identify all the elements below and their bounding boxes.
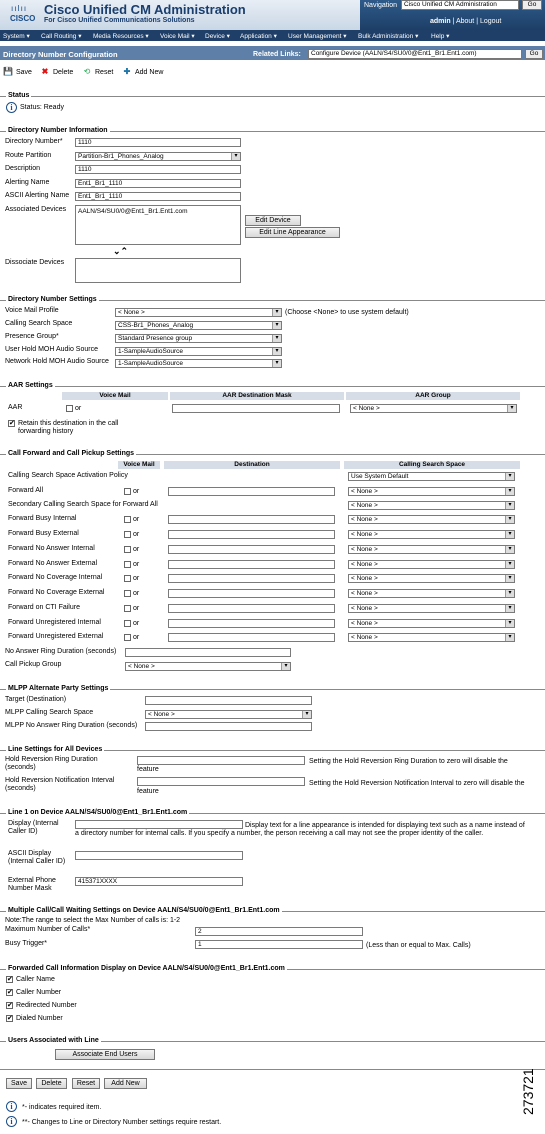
- forward-no-coverage-internal-voicemail-checkbox[interactable]: [124, 575, 131, 582]
- user-links: admin | About | Logout: [430, 18, 502, 25]
- forward-busy-internal-destination-field[interactable]: [168, 515, 335, 524]
- restart-info-icon: i: [6, 1116, 17, 1127]
- reset-icon: ⟲: [83, 67, 91, 76]
- save-button[interactable]: [3, 67, 32, 77]
- forward-on-cti-failure-label: Forward on CTI Failure: [8, 604, 80, 611]
- cisco-bars-icon: ıılıı: [11, 4, 28, 13]
- app-subtitle: For Cisco Unified Communications Solutions: [44, 17, 195, 24]
- forward-all-css-select[interactable]: < None > ▾: [348, 487, 515, 496]
- pickup-group-label: Call Pickup Group: [5, 661, 62, 668]
- dn-info-heading: Directory Number Information: [8, 127, 108, 134]
- redirected-number-label: Redirected Number: [16, 1002, 77, 1009]
- hr-ring-label: Hold Reversion Ring Duration (seconds): [5, 756, 98, 771]
- associated-devices-list[interactable]: AALN/S4/SU0/0@Ent1_Br1.Ent1.com: [75, 205, 241, 245]
- description-field[interactable]: 1110: [75, 165, 241, 174]
- multi-call-heading: Multiple Call/Call Waiting Settings on Device AALN/S4/SU0/0@Ent1_Br1.Ent1.com: [8, 907, 280, 914]
- call-forward-heading: Call Forward and Call Pickup Settings: [8, 450, 135, 457]
- forward-no-coverage-external-voicemail-checkbox[interactable]: [124, 590, 131, 597]
- aar-or: or: [75, 405, 82, 412]
- about-link[interactable]: About: [455, 18, 475, 25]
- forward-all-destination-field[interactable]: [168, 487, 335, 496]
- multi-call-section: [0, 907, 545, 915]
- save-label: Save: [16, 68, 32, 76]
- dialed-number-checkbox[interactable]: ✔: [7, 1015, 13, 1022]
- retain-history-checkbox[interactable]: ✔: [9, 420, 15, 427]
- ascii-display-field[interactable]: [75, 851, 243, 860]
- forward-busy-internal-voicemail-checkbox[interactable]: [124, 516, 131, 523]
- presence-group-label: Presence Group*: [5, 333, 59, 340]
- forward-unregistered-internal-or: or: [133, 620, 140, 627]
- forward-busy-external-label: Forward Busy External: [8, 530, 79, 537]
- ring-duration-field[interactable]: [125, 648, 291, 657]
- vm-profile-label: Voice Mail Profile: [5, 307, 59, 314]
- forward-unregistered-external-or: or: [133, 634, 140, 641]
- busy-trigger-hint: (Less than or equal to Max. Calls): [366, 942, 471, 949]
- forward-unregistered-internal-destination-field[interactable]: [168, 619, 335, 628]
- forward-no-answer-internal-label: Forward No Answer Internal: [8, 545, 95, 552]
- menu-device[interactable]: Device ▾: [205, 33, 230, 40]
- users-section: [0, 1037, 545, 1045]
- secondary-css-label: Secondary Calling Search Space for Forward All: [8, 501, 158, 508]
- ascii-display-label: ASCII Display (Internal Caller ID): [8, 850, 66, 865]
- dialed-number-label: Dialed Number: [16, 1015, 63, 1022]
- dn-settings-section: [0, 296, 545, 304]
- bottom-divider: [0, 1069, 545, 1070]
- forward-no-answer-internal-or: or: [133, 546, 140, 553]
- forward-no-answer-internal-css-select[interactable]: < None > ▾: [348, 545, 515, 554]
- network-hold-moh-select[interactable]: 1-SampleAudioSource ▾: [115, 359, 282, 368]
- add-new-label: Add New: [135, 68, 164, 76]
- forward-no-answer-external-or: or: [133, 561, 140, 568]
- aar-col-voicemail: Voice Mail: [62, 392, 168, 400]
- forward-unregistered-internal-voicemail-checkbox[interactable]: [124, 620, 131, 627]
- delete-x-icon: ✖: [41, 67, 49, 76]
- restart-note: **- Changes to Line or Directory Number settings require restart.: [22, 1119, 222, 1126]
- busy-trigger-field[interactable]: 1: [195, 940, 363, 949]
- max-calls-note: Note:The range to select the Max Number of calls is: 1-2: [5, 917, 181, 924]
- user-hold-label: User Hold MOH Audio Source: [5, 346, 98, 353]
- navigation-label: Navigation: [364, 2, 398, 9]
- partition-label: Route Partition: [5, 152, 52, 159]
- status-section: [0, 92, 545, 100]
- alerting-name-field[interactable]: Ent1_Br1_1110: [75, 179, 241, 188]
- add-plus-icon: ✚: [123, 67, 131, 76]
- related-links-label: Related Links:: [253, 51, 301, 58]
- caller-name-checkbox[interactable]: ✔: [7, 976, 13, 983]
- add-new-button[interactable]: [122, 67, 163, 77]
- presence-group-select[interactable]: Standard Presence group ▾: [115, 334, 282, 343]
- associated-devices-label: Associated Devices: [5, 206, 67, 213]
- menu-call-routing[interactable]: Call Routing ▾: [41, 33, 82, 40]
- forward-on-cti-failure-destination-field[interactable]: [168, 604, 335, 613]
- forward-all-label: Forward All: [8, 487, 44, 494]
- menu-application[interactable]: Application ▾: [240, 33, 277, 40]
- dn-label: Directory Number*: [5, 138, 63, 145]
- line1-heading: Line 1 on Device AALN/S4/SU0/0@Ent1_Br1.Ent1.com: [8, 809, 188, 816]
- max-calls-label: Maximum Number of Calls*: [5, 926, 91, 933]
- navigation-go-button[interactable]: Go: [522, 0, 542, 10]
- menu-bulk-administration[interactable]: Bulk Administration ▾: [358, 33, 419, 40]
- forward-unregistered-internal-css-select[interactable]: < None > ▾: [348, 619, 515, 628]
- activation-policy-select[interactable]: Use System Default ▾: [348, 472, 515, 481]
- cisco-logo: [8, 4, 38, 26]
- forward-on-cti-failure-voicemail-checkbox[interactable]: [124, 605, 131, 612]
- forward-no-coverage-internal-label: Forward No Coverage Internal: [8, 574, 103, 581]
- activation-policy-label: Calling Search Space Activation Policy: [8, 472, 128, 479]
- forward-all-voicemail-checkbox[interactable]: [124, 488, 131, 495]
- mlpp-css-label: MLPP Calling Search Space: [5, 709, 94, 716]
- delete-label: Delete: [53, 68, 74, 76]
- forward-no-answer-external-label: Forward No Answer External: [8, 560, 98, 567]
- bottom-delete-button[interactable]: Delete: [36, 1078, 67, 1089]
- hr-ring-hint: Setting the Hold Reversion Ring Duration to zero will disable the feature: [137, 758, 508, 773]
- cisco-logo-text: CISCO: [10, 14, 36, 23]
- forward-unregistered-external-destination-field[interactable]: [168, 633, 335, 642]
- forward-no-coverage-internal-or: or: [133, 575, 140, 582]
- mlpp-heading: MLPP Alternate Party Settings: [8, 685, 109, 692]
- menu-media-resources[interactable]: Media Resources ▾: [93, 33, 149, 40]
- max-calls-field[interactable]: 2: [195, 927, 363, 936]
- forward-no-coverage-external-css-select[interactable]: < None > ▾: [348, 589, 515, 598]
- display-hint: Display text for a line appearance is intended for displaying text such as a name instead of a directory number for internal calls. If you specify a number, the person receiving a call may not see the proper identity of the caller.: [75, 822, 525, 837]
- line-settings-section: [0, 746, 545, 754]
- dissociate-devices-label: Dissociate Devices: [5, 259, 65, 266]
- redirected-number-checkbox[interactable]: ✔: [7, 1002, 13, 1009]
- aar-col-mask: AAR Destination Mask: [170, 392, 344, 400]
- floppy-icon: 💾: [3, 67, 13, 76]
- forward-unregistered-external-label: Forward Unregistered External: [8, 633, 104, 640]
- page-title-bar: [0, 46, 545, 60]
- dn-settings-heading: Directory Number Settings: [8, 296, 97, 303]
- bottom-add-new-button[interactable]: Add New: [104, 1078, 147, 1089]
- navigation-select[interactable]: Cisco Unified CM Administration: [401, 0, 519, 10]
- forward-busy-external-destination-field[interactable]: [168, 530, 335, 539]
- app-title: Cisco Unified CM Administration: [44, 2, 246, 17]
- aar-section: [0, 382, 545, 390]
- forward-on-cti-failure-css-select[interactable]: < None > ▾: [348, 604, 515, 613]
- alerting-name-label: Alerting Name: [5, 179, 50, 186]
- aar-col-group: AAR Group: [346, 392, 520, 400]
- bottom-reset-button[interactable]: Reset: [72, 1078, 100, 1089]
- forward-no-coverage-external-or: or: [133, 590, 140, 597]
- aar-heading: AAR Settings: [8, 382, 53, 389]
- network-hold-label: Network Hold MOH Audio Source: [5, 358, 109, 365]
- forward-no-answer-internal-voicemail-checkbox[interactable]: [124, 546, 131, 553]
- line1-section: [0, 809, 545, 817]
- status-text: Status: Ready: [20, 104, 64, 111]
- aar-label: AAR: [8, 404, 23, 411]
- forward-busy-internal-css-select[interactable]: < None > ▾: [348, 515, 515, 524]
- mlpp-section: [0, 685, 545, 693]
- voice-mail-profile-select[interactable]: < None > ▾: [115, 308, 282, 317]
- figure-number: [520, 1068, 544, 1125]
- call-forward-section: [0, 450, 545, 458]
- cfwd-col-destination: Destination: [164, 461, 340, 469]
- main-menu: [0, 30, 545, 41]
- ascii-alerting-field[interactable]: Ent1_Br1_1110: [75, 192, 241, 201]
- related-links-select[interactable]: Configure Device (AALN/S4/SU0/0@Ent1_Br1.Ent1.com): [308, 49, 522, 59]
- menu-voice-mail[interactable]: Voice Mail ▾: [160, 33, 195, 40]
- css-label: Calling Search Space: [5, 320, 73, 327]
- caller-number-checkbox[interactable]: ✔: [7, 989, 13, 996]
- forward-busy-internal-or: or: [133, 516, 140, 523]
- retain-history-label: Retain this destination in the call forwarding history: [18, 420, 119, 435]
- hr-notif-label: Hold Reversion Notification Interval (seconds): [5, 777, 115, 792]
- dissociate-devices-list[interactable]: [75, 258, 241, 283]
- forward-unregistered-internal-label: Forward Unregistered Internal: [8, 619, 101, 626]
- related-links-go-button[interactable]: Go: [525, 49, 543, 59]
- secondary-css-select[interactable]: < None > ▾: [348, 501, 515, 510]
- reset-button[interactable]: [82, 67, 113, 77]
- busy-trigger-label: Busy Trigger*: [5, 940, 48, 947]
- ascii-alerting-label: ASCII Alerting Name: [5, 192, 70, 199]
- pickup-group-select[interactable]: < None > ▾: [125, 662, 291, 671]
- caller-name-label: Caller Name: [16, 976, 55, 983]
- fwd-info-section: [0, 965, 545, 973]
- ext-mask-field[interactable]: 415371XXXX: [75, 877, 243, 886]
- status-heading: Status: [8, 92, 30, 99]
- username: admin: [430, 18, 451, 25]
- logout-link[interactable]: Logout: [479, 18, 502, 25]
- dn-info-section: [0, 127, 545, 135]
- forward-busy-internal-label: Forward Busy Internal: [8, 515, 77, 522]
- route-partition-select[interactable]: Partition-Br1_Phones_Analog ▾: [75, 152, 241, 161]
- required-info-icon: i: [6, 1101, 17, 1112]
- menu-user-management[interactable]: User Management ▾: [288, 33, 347, 40]
- mlpp-ring-label: MLPP No Answer Ring Duration (seconds): [5, 722, 138, 729]
- edit-device-button[interactable]: Edit Device: [245, 215, 301, 226]
- mlpp-ring-field[interactable]: [145, 722, 312, 731]
- menu-system[interactable]: System ▾: [3, 33, 30, 40]
- cfwd-col-css: Calling Search Space: [344, 461, 520, 469]
- aar-destination-mask-field[interactable]: [172, 404, 340, 413]
- users-heading: Users Associated with Line: [8, 1037, 99, 1044]
- forward-busy-external-or: or: [133, 531, 140, 538]
- edit-line-appearance-button[interactable]: Edit Line Appearance: [245, 227, 340, 238]
- description-label: Description: [5, 165, 41, 172]
- forward-busy-external-css-select[interactable]: < None > ▾: [348, 530, 515, 539]
- mlpp-css-select[interactable]: < None > ▾: [145, 710, 312, 719]
- associate-end-users-button[interactable]: Associate End Users: [55, 1049, 155, 1060]
- display-label: Display (Internal Caller ID): [8, 820, 59, 835]
- page-title: Directory Number Configuration: [3, 50, 118, 59]
- delete-button[interactable]: [40, 67, 73, 77]
- forward-no-coverage-external-destination-field[interactable]: [168, 589, 335, 598]
- menu-help[interactable]: Help ▾: [431, 33, 450, 40]
- ext-mask-label: External Phone Number Mask: [8, 877, 56, 892]
- forward-all-or: or: [133, 488, 140, 495]
- forward-unregistered-external-css-select[interactable]: < None > ▾: [348, 633, 515, 642]
- mlpp-target-field[interactable]: [145, 696, 312, 705]
- forward-no-coverage-internal-css-select[interactable]: < None > ▾: [348, 574, 515, 583]
- ring-duration-label: No Answer Ring Duration (seconds): [5, 648, 117, 655]
- forward-unregistered-external-voicemail-checkbox[interactable]: [124, 634, 131, 641]
- move-arrows-icon[interactable]: ⌄⌃: [113, 246, 129, 256]
- fwd-info-heading: Forwarded Call Information Display on Device AALN/S4/SU0/0@Ent1_Br1.Ent1.com: [8, 965, 285, 972]
- vm-profile-hint: (Choose <None> to use system default): [285, 309, 409, 316]
- bottom-save-button[interactable]: Save: [6, 1078, 32, 1089]
- caller-number-label: Caller Number: [16, 989, 62, 996]
- cfwd-col-voicemail: Voice Mail: [118, 461, 160, 469]
- hr-notif-hint: Setting the Hold Reversion Notification Interval to zero will disable the feature: [137, 780, 525, 795]
- forward-on-cti-failure-or: or: [133, 605, 140, 612]
- user-hold-moh-select[interactable]: 1-SampleAudioSource ▾: [115, 347, 282, 356]
- forward-no-coverage-external-label: Forward No Coverage External: [8, 589, 105, 596]
- required-note: *- indicates required item.: [22, 1104, 102, 1111]
- forward-no-answer-internal-destination-field[interactable]: [168, 545, 335, 554]
- info-icon: i: [6, 102, 17, 113]
- line-settings-heading: Line Settings for All Devices: [8, 746, 103, 753]
- aar-group-select[interactable]: < None > ▾: [350, 404, 517, 413]
- forward-no-answer-external-css-select[interactable]: < None > ▾: [348, 560, 515, 569]
- figure-number-text: 273721: [520, 1068, 536, 1115]
- mlpp-target-label: Target (Destination): [5, 696, 67, 703]
- reset-label: Reset: [95, 68, 114, 76]
- forward-busy-external-voicemail-checkbox[interactable]: [124, 531, 131, 538]
- forward-no-coverage-internal-destination-field[interactable]: [168, 574, 335, 583]
- calling-search-space-select[interactable]: CSS-Br1_Phones_Analog ▾: [115, 321, 282, 330]
- forward-no-answer-external-destination-field[interactable]: [168, 560, 335, 569]
- aar-voicemail-checkbox[interactable]: [66, 405, 73, 412]
- forward-no-answer-external-voicemail-checkbox[interactable]: [124, 561, 131, 568]
- directory-number-field[interactable]: 1110: [75, 138, 241, 147]
